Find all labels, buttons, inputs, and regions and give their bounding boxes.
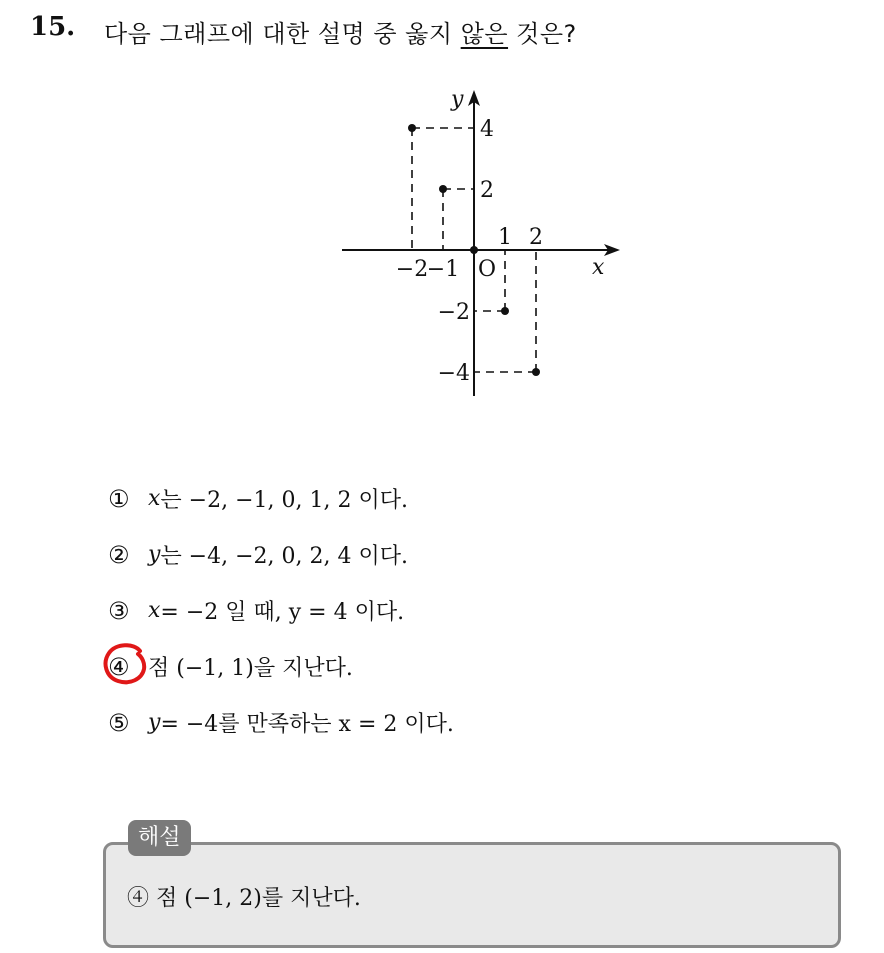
x-tick-label: 1 bbox=[498, 225, 512, 250]
choice-text: 는 −4, −2, 0, 2, 4 이다. bbox=[160, 544, 408, 569]
question-number: 15. bbox=[30, 12, 76, 42]
choice-text: = −4를 만족하는 x = 2 이다. bbox=[160, 712, 454, 737]
y-tick-label: −2 bbox=[437, 300, 470, 325]
coordinate-graph bbox=[330, 80, 630, 410]
y-axis-label: y bbox=[451, 87, 464, 112]
choice-variable: y bbox=[148, 710, 161, 735]
graph-point bbox=[470, 246, 478, 254]
choice-1[interactable] bbox=[108, 483, 408, 514]
solution-tag: 해설 bbox=[128, 820, 191, 856]
choice-5[interactable] bbox=[108, 707, 454, 738]
question-text-underlined: 않은 bbox=[460, 20, 509, 48]
graph-point bbox=[532, 368, 540, 376]
x-axis-label: x bbox=[592, 255, 605, 280]
choice-text: 는 −2, −1, 0, 1, 2 이다. bbox=[160, 488, 408, 513]
choice-variable: x bbox=[148, 486, 161, 511]
choice-text: = −2 일 때, y = 4 이다. bbox=[160, 600, 405, 625]
solution-text: ④ 점 (−1, 2)를 지난다. bbox=[127, 886, 361, 911]
x-tick-label: −1 bbox=[426, 257, 460, 282]
question-text-before: 다음 그래프에 대한 설명 중 옳지 bbox=[104, 20, 461, 48]
choice-number: ① bbox=[108, 484, 130, 513]
choice-variable: y bbox=[148, 542, 161, 567]
question-text-after: 것은? bbox=[508, 20, 577, 48]
y-tick-label: −4 bbox=[437, 361, 470, 386]
graph-labels bbox=[396, 87, 605, 386]
x-tick-label: 2 bbox=[529, 225, 543, 250]
y-tick-label: 4 bbox=[480, 117, 494, 142]
choice-2[interactable] bbox=[108, 539, 408, 570]
graph-point bbox=[501, 307, 509, 315]
choice-variable: x bbox=[148, 598, 161, 623]
x-tick-label: −2 bbox=[395, 257, 429, 282]
y-tick-label: 2 bbox=[480, 178, 494, 203]
choice-number: ④ bbox=[108, 652, 130, 681]
origin-label: O bbox=[478, 257, 497, 282]
choice-number: ② bbox=[108, 540, 130, 569]
choice-text: 점 (−1, 1)을 지난다. bbox=[148, 656, 353, 681]
choice-3[interactable] bbox=[108, 595, 404, 626]
graph-point bbox=[408, 124, 416, 132]
choice-number: ⑤ bbox=[108, 708, 130, 737]
choice-number: ③ bbox=[108, 596, 130, 625]
answer-circle-mark bbox=[102, 641, 148, 685]
question-text bbox=[104, 14, 577, 49]
graph-point bbox=[439, 185, 447, 193]
